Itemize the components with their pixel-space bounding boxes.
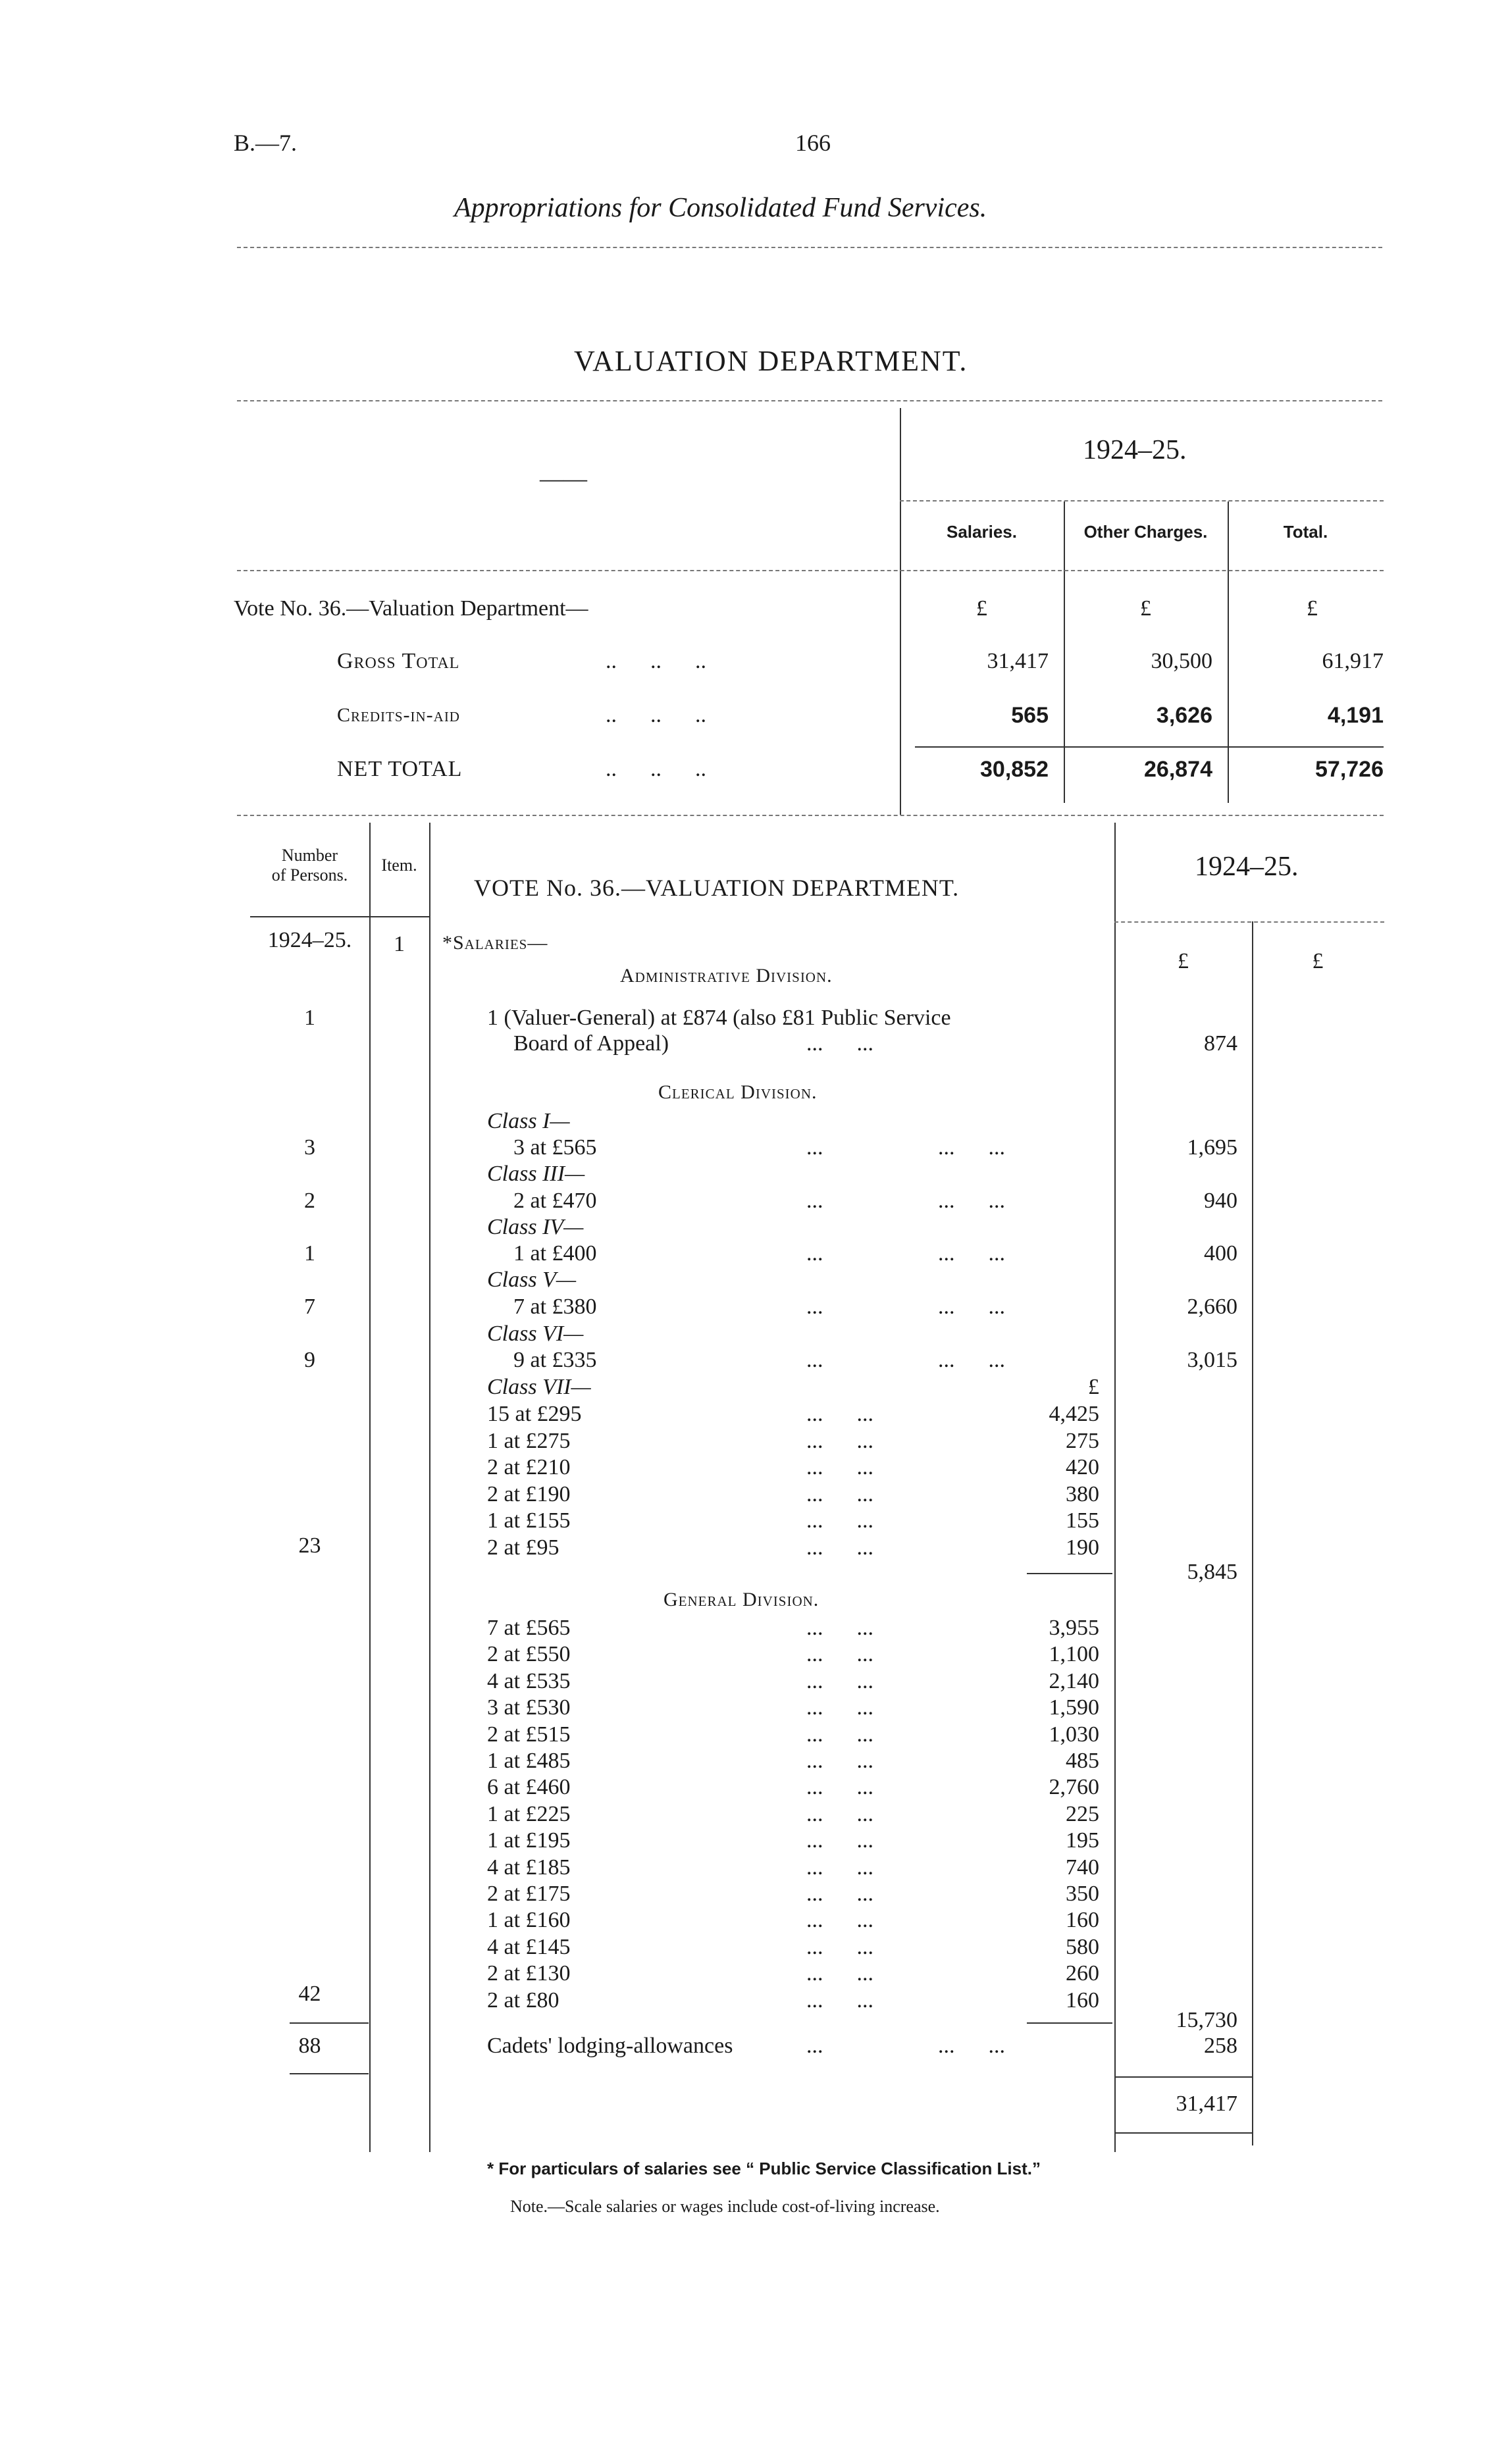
class4-persons: 1 (304, 1241, 315, 1266)
class3-dots-2: ... ... (938, 1189, 1005, 1213)
class7-line-desc: 2 at £210 (487, 1455, 571, 1479)
cadets-amount: 258 (1204, 2034, 1237, 2058)
general-line-dots: ... ... (806, 1749, 873, 1773)
persons-sum-rule (290, 2022, 369, 2024)
gross-leader: .. .. .. (606, 649, 706, 673)
class1-dots-2: ... ... (938, 1135, 1005, 1160)
class7-line-dots: ... ... (806, 1402, 873, 1426)
class7-persons: 23 (298, 1533, 321, 1558)
class6-label: Class VI— (487, 1322, 584, 1346)
credits-total: 4,191 (1327, 703, 1384, 728)
general-line-desc: 1 at £160 (487, 1908, 571, 1933)
class7-label: Class VII— (487, 1375, 591, 1399)
persons-year: 1924–25. (267, 928, 352, 952)
cadets-dots: ... (806, 2034, 823, 2058)
general-line-desc: 4 at £535 (487, 1668, 571, 1693)
clerical-division-heading: Clerical Division. (658, 1081, 818, 1103)
amount-divider-2 (1252, 921, 1253, 2145)
general-line-dots: ... ... (806, 1695, 873, 1720)
class7-line-dots: ... ... (806, 1481, 873, 1506)
general-line-amount: 350 (1066, 1882, 1099, 1906)
salaries-currency: £ (976, 596, 987, 621)
class7-line-desc: 15 at £295 (487, 1402, 582, 1426)
class7-line-amount: 155 (1066, 1508, 1099, 1533)
grand-total-rule-top (1114, 2076, 1252, 2078)
class4-line: 1 at £400 (513, 1241, 597, 1266)
class7-line-desc: 1 at £155 (487, 1508, 571, 1533)
class1-persons: 3 (304, 1135, 315, 1160)
general-line-amount: 195 (1066, 1828, 1099, 1853)
class7-line-amount: 4,425 (1049, 1402, 1099, 1426)
class7-line-desc: 2 at £190 (487, 1481, 571, 1506)
summary-bottom-rule (237, 815, 1384, 816)
class5-dots: ... (806, 1295, 823, 1319)
col-salaries-header: Salaries. (947, 522, 1017, 542)
item-divider (429, 823, 430, 2152)
class7-sum-rule (1027, 1573, 1112, 1574)
class7-line-amount: 380 (1066, 1481, 1099, 1506)
total-persons: 88 (298, 2034, 321, 2058)
gross-total: 61,917 (1322, 649, 1384, 673)
general-line-dots: ... ... (806, 1855, 873, 1880)
col-item-header: Item. (381, 856, 417, 875)
summary-year-rule (900, 500, 1384, 501)
general-line-amount: 160 (1066, 1988, 1099, 2013)
class5-dots-2: ... ... (938, 1295, 1005, 1319)
class4-dots: ... (806, 1241, 823, 1266)
class7-currency: £ (1088, 1375, 1099, 1399)
footnote: * For particulars of salaries see “ Public Service Classification List.” (487, 2159, 1041, 2178)
general-line-amount: 260 (1066, 1961, 1099, 1986)
header-rule-left (250, 916, 429, 917)
general-line-desc: 6 at £460 (487, 1775, 571, 1800)
col-persons-header (250, 846, 369, 885)
class7-total: 5,845 (1187, 1560, 1237, 1584)
general-line-desc: 4 at £145 (487, 1934, 571, 1959)
page-number: 166 (795, 130, 831, 156)
class7-line-dots: ... ... (806, 1428, 873, 1453)
header-rule-right (1114, 921, 1384, 923)
admin-amount: 874 (1204, 1031, 1237, 1056)
class5-persons: 7 (304, 1295, 315, 1319)
class3-line: 2 at £470 (513, 1189, 597, 1213)
general-division-heading: General Division. (663, 1589, 819, 1610)
summary-dash: —— (540, 465, 587, 492)
general-line-amount: 580 (1066, 1934, 1099, 1959)
general-line-amount: 485 (1066, 1749, 1099, 1773)
general-line-dots: ... ... (806, 1908, 873, 1933)
admin-division-heading: Administrative Division. (620, 965, 833, 987)
class5-line: 7 at £380 (513, 1295, 597, 1319)
general-line-desc: 4 at £185 (487, 1855, 571, 1880)
salaries-heading: *Salaries— (442, 932, 548, 954)
general-line-amount: 2,760 (1049, 1775, 1099, 1800)
general-line-amount: 160 (1066, 1908, 1099, 1933)
detail-currency-1: £ (1178, 949, 1189, 973)
page-subtitle: Appropriations for Consolidated Fund Services. (454, 193, 987, 223)
cadets-dots-2: ... ... (938, 2034, 1005, 2058)
col-other-charges-header: Other Charges. (1083, 522, 1208, 542)
admin-line2: Board of Appeal) (513, 1031, 669, 1056)
admin-persons: 1 (304, 1006, 315, 1030)
general-line-desc: 2 at £550 (487, 1642, 571, 1667)
general-line-desc: 1 at £225 (487, 1801, 571, 1826)
page-ref: B.—7. (234, 130, 298, 156)
credits-salaries: 565 (1011, 703, 1049, 728)
general-line-amount: 740 (1066, 1855, 1099, 1880)
admin-line1: 1 (Valuer-General) at £874 (also £81 Public Service (487, 1006, 951, 1030)
class7-line-amount: 190 (1066, 1535, 1099, 1560)
summary-header-rule (237, 570, 1384, 571)
class3-amount: 940 (1204, 1189, 1237, 1213)
grand-total: 31,417 (1176, 2092, 1237, 2116)
general-line-desc: 2 at £175 (487, 1882, 571, 1906)
detail-year: 1924–25. (1195, 852, 1299, 882)
other-currency: £ (1140, 596, 1151, 621)
class6-dots-2: ... ... (938, 1348, 1005, 1372)
col-total-header: Total. (1283, 522, 1328, 542)
general-line-dots: ... ... (806, 1882, 873, 1906)
general-line-amount: 3,955 (1049, 1616, 1099, 1640)
class3-dots: ... (806, 1189, 823, 1213)
net-total-label: NET TOTAL (337, 757, 463, 781)
class7-line-dots: ... ... (806, 1455, 873, 1479)
gross-other: 30,500 (1151, 649, 1212, 673)
total-currency: £ (1307, 596, 1318, 621)
class7-line-amount: 275 (1066, 1428, 1099, 1453)
amount-divider (1114, 823, 1116, 2152)
detail-currency-2: £ (1312, 949, 1324, 973)
general-persons: 42 (298, 1982, 321, 2006)
general-total: 15,730 (1176, 2008, 1237, 2032)
class5-label: Class V— (487, 1268, 577, 1292)
credits-other: 3,626 (1156, 703, 1212, 728)
summary-year: 1924–25. (1083, 435, 1187, 465)
credits-leader: .. .. .. (606, 703, 706, 727)
grand-total-rule-bottom (1114, 2132, 1252, 2134)
class4-dots-2: ... ... (938, 1241, 1005, 1266)
persons-total-rule (290, 2073, 369, 2074)
class1-label: Class I— (487, 1109, 570, 1133)
class5-amount: 2,660 (1187, 1295, 1237, 1319)
general-line-amount: 1,100 (1049, 1642, 1099, 1667)
cadets-label: Cadets' lodging-allowances (487, 2034, 733, 2058)
summary-top-rule (237, 400, 1382, 401)
net-total: 57,726 (1315, 757, 1384, 782)
general-line-desc: 7 at £565 (487, 1616, 571, 1640)
col-persons-header-line1: Number (281, 846, 338, 865)
gross-total-label: Gross Total (337, 649, 460, 673)
class7-line-dots: ... ... (806, 1535, 873, 1560)
class7-line-desc: 2 at £95 (487, 1535, 559, 1560)
class6-persons: 9 (304, 1348, 315, 1372)
class4-label: Class IV— (487, 1215, 584, 1239)
general-line-dots: ... ... (806, 1828, 873, 1853)
general-sum-rule (1027, 2022, 1112, 2024)
persons-divider (369, 823, 371, 2152)
class6-dots: ... (806, 1348, 823, 1372)
general-line-dots: ... ... (806, 1775, 873, 1800)
net-salaries: 30,852 (980, 757, 1049, 782)
general-line-desc: 1 at £485 (487, 1749, 571, 1773)
class3-persons: 2 (304, 1189, 315, 1213)
class6-line: 9 at £335 (513, 1348, 597, 1372)
general-line-dots: ... ... (806, 1801, 873, 1826)
general-line-desc: 1 at £195 (487, 1828, 571, 1853)
class7-line-dots: ... ... (806, 1508, 873, 1533)
general-line-desc: 2 at £130 (487, 1961, 571, 1986)
general-line-dots: ... ... (806, 1668, 873, 1693)
general-line-dots: ... ... (806, 1988, 873, 2013)
class7-line-amount: 420 (1066, 1455, 1099, 1479)
credits-in-aid-label: Credits-in-aid (337, 704, 460, 726)
general-line-desc: 3 at £530 (487, 1695, 571, 1720)
net-other: 26,874 (1144, 757, 1212, 782)
general-line-amount: 225 (1066, 1801, 1099, 1826)
general-line-amount: 2,140 (1049, 1668, 1099, 1693)
general-line-desc: 2 at £515 (487, 1722, 571, 1747)
class1-line: 3 at £565 (513, 1135, 597, 1160)
general-line-dots: ... ... (806, 1722, 873, 1747)
class1-dots: ... (806, 1135, 823, 1160)
net-leader: .. .. .. (606, 757, 706, 781)
general-line-dots: ... ... (806, 1961, 873, 1986)
col-persons-header-line2: of Persons. (271, 865, 348, 885)
admin-dots: ... ... (806, 1031, 873, 1056)
scale-note: Note.—Scale salaries or wages include cost-of-living increase. (510, 2197, 940, 2216)
header-rule (237, 247, 1382, 248)
item-number: 1 (394, 932, 405, 956)
general-line-amount: 1,030 (1049, 1722, 1099, 1747)
class4-amount: 400 (1204, 1241, 1237, 1266)
vote-label: Vote No. 36.—Valuation Department— (234, 596, 588, 621)
general-line-dots: ... ... (806, 1642, 873, 1667)
class7-line-desc: 1 at £275 (487, 1428, 571, 1453)
general-line-amount: 1,590 (1049, 1695, 1099, 1720)
class3-label: Class III— (487, 1162, 585, 1186)
gross-salaries: 31,417 (987, 649, 1049, 673)
general-line-dots: ... ... (806, 1934, 873, 1959)
department-title: VALUATION DEPARTMENT. (574, 345, 968, 377)
general-line-dots: ... ... (806, 1616, 873, 1640)
detail-vote-title: VOTE No. 36.—VALUATION DEPARTMENT. (474, 875, 960, 901)
class6-amount: 3,015 (1187, 1348, 1237, 1372)
general-line-desc: 2 at £80 (487, 1988, 559, 2013)
net-rule (915, 746, 1384, 748)
class1-amount: 1,695 (1187, 1135, 1237, 1160)
